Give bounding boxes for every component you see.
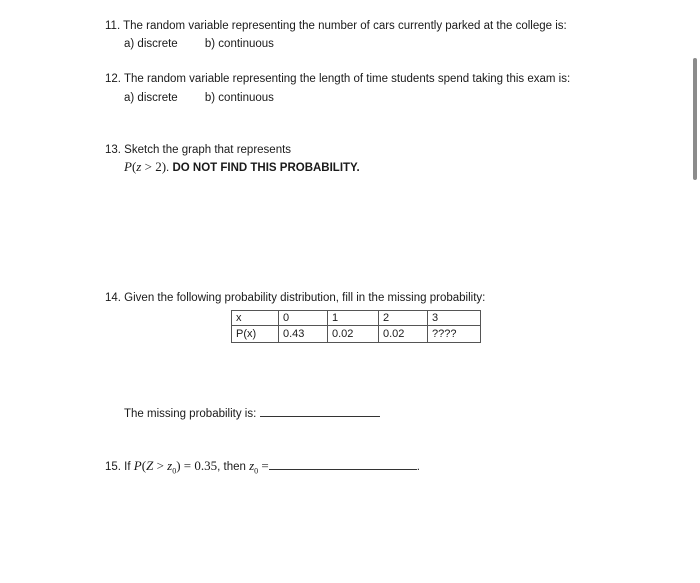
table-cell: 0.02 [379, 326, 428, 343]
question-11: 11. The random variable representing the number of cars currently parked at the college is: [105, 20, 567, 32]
question-15: 15. If $P(Z > z_0) = 0.35$, then $z_0$ = . [105, 458, 420, 476]
table-cell: 0 [279, 311, 328, 326]
probability-table [231, 310, 481, 343]
q13-instruction: DO NOT FIND THIS PROBABILITY. [172, 162, 360, 174]
missing-probability-cell: ???? [428, 326, 481, 343]
missing-probability-line [124, 405, 380, 420]
q11-option-a[interactable]: a) discrete [124, 38, 178, 50]
q12-option-a[interactable]: a) discrete [124, 92, 178, 104]
question-14: 14. Given the following probability distribution, fill in the missing probability: [105, 292, 486, 304]
answer-label: The missing probability is: [124, 408, 257, 420]
table-cell: 2 [379, 311, 428, 326]
table-cell: 3 [428, 311, 481, 326]
scrollbar[interactable] [693, 58, 697, 180]
q11-option-b[interactable]: b) continuous [204, 38, 274, 50]
q13-math: P(z > 2) [124, 159, 167, 174]
question-11-options [124, 38, 274, 50]
table-row [232, 326, 481, 343]
question-13-expression: P(z > 2). DO NOT FIND THIS PROBABILITY. [124, 159, 360, 174]
table-cell: x [232, 311, 279, 326]
table-header-row [232, 311, 481, 326]
z0-answer-blank[interactable] [269, 458, 417, 470]
question-13: 13. Sketch the graph that represents [105, 144, 292, 156]
question-12: 12. The random variable representing the length of time students spend taking this exam is: [105, 73, 571, 85]
table-cell: 1 [328, 311, 379, 326]
answer-blank[interactable] [260, 405, 380, 417]
table-cell: P(x) [232, 326, 279, 343]
question-12-options [124, 92, 274, 104]
q12-option-b[interactable]: b) continuous [204, 92, 274, 104]
q15-math: $P(Z > z_0) = 0.35$ [133, 458, 218, 476]
table-cell: 0.02 [328, 326, 379, 343]
table-cell: 0.43 [279, 326, 328, 343]
